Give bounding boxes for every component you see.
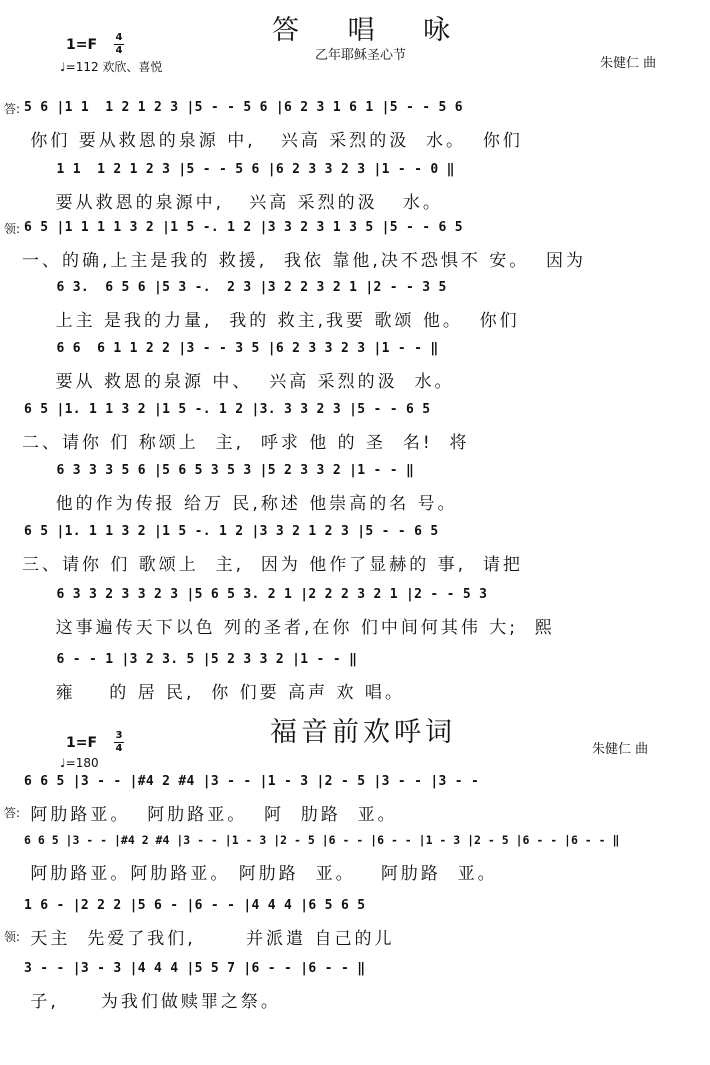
song2-time-denominator: 4 xyxy=(115,743,123,754)
song1-composer: 朱健仁 曲 xyxy=(600,56,657,71)
notation-line: 6 5 |1. 1 1 3 2 |1 5 -. 1 2 |3. 3 3 2 3 |5 - - 6 5 xyxy=(24,402,431,417)
lyrics-line: 阿肋路亚。 阿肋路亚。 阿 肋路 亚。 xyxy=(22,805,398,825)
song1-subtitle: 乙年耶稣圣心节 xyxy=(315,48,407,63)
notation-line: 6 6 5 |3 - - |#4 2 #4 |3 - - |1 - 3 |2 - 5 |6 - - |6 - - |1 - 3 |2 - 5 |6 - - |6 - - ‖ xyxy=(24,833,620,847)
lyrics-line: 要从救恩的泉源中, 兴高 采烈的汲 水。 xyxy=(22,193,443,213)
song1-title: 答 唱 咏 xyxy=(272,15,471,46)
lyrics-line: 子, 为我们做赎罪之祭。 xyxy=(22,992,281,1012)
notation-line: 6 3. 6 5 6 |5 3 -. 2 3 |3 2 2 3 2 1 |2 - - 3 5 xyxy=(24,280,447,295)
song2-tempo: ♩=180 xyxy=(60,756,99,770)
notation-line: 1 1 1 2 1 2 3 |5 - - 5 6 |6 2 3 3 2 3 |1 - - 0 ‖ xyxy=(24,162,455,177)
notation-line: 1 6 - |2 2 2 |5 6 - |6 - - |4 4 4 |6 5 6 5 xyxy=(24,898,366,913)
song2-key-signature: 1=F xyxy=(66,735,98,751)
song2-title: 福音前欢呼词 xyxy=(270,717,456,748)
lyrics-line: 你们 要从救恩的泉源 中, 兴高 采烈的汲 水。 你们 xyxy=(22,131,523,151)
lyrics-line: 阿肋路亚。阿肋路亚。 阿肋路 亚。 阿肋路 亚。 xyxy=(22,864,498,884)
role-label-cantor: 领: xyxy=(4,222,21,236)
notation-line: 5 6 |1 1 1 2 1 2 3 |5 - - 5 6 |6 2 3 1 6 1 |5 - - 5 6 xyxy=(24,100,463,115)
notation-line: 6 5 |1 1 1 1 3 2 |1 5 -. 1 2 |3 3 2 3 1 3 5 |5 - - 6 5 xyxy=(24,220,463,235)
lyrics-line: 雍 的 居 民, 你 们要 高声 欢 唱。 xyxy=(22,683,405,703)
notation-line: 6 5 |1. 1 1 3 2 |1 5 -. 1 2 |3 3 2 1 2 3 |5 - - 6 5 xyxy=(24,524,439,539)
notation-line: 6 3 3 3 5 6 |5 6 5 3 5 3 |5 2 3 3 2 |1 - - ‖ xyxy=(24,463,415,478)
role-label-choir: 答: xyxy=(4,806,21,820)
lyrics-line: 一、的确,上主是我的 救援, 我依 靠他,决不恐惧不 安。 因为 xyxy=(22,251,587,271)
role-label-choir: 答: xyxy=(4,102,21,116)
role-label-cantor: 领: xyxy=(4,930,21,944)
lyrics-line: 他的作为传报 给万 民,称述 他崇高的名 号。 xyxy=(22,494,458,514)
lyrics-line: 要从 救恩的泉源 中、 兴高 采烈的汲 水。 xyxy=(22,372,455,392)
lyrics-line: 二、请你 们 称颂上 主, 呼求 他 的 圣 名! 将 xyxy=(22,433,470,453)
song1-key-signature: 1=F xyxy=(66,37,98,53)
lyrics-line: 这事遍传天下以色 列的圣者,在你 们中间何其伟 大; 熙 xyxy=(22,618,555,638)
song1-tempo: ♩=112 欢欣、喜悦 xyxy=(60,60,163,74)
notation-line: 6 - - 1 |3 2 3. 5 |5 2 3 3 2 |1 - - ‖ xyxy=(24,652,358,667)
notation-line: 6 6 6 1 1 2 2 |3 - - 3 5 |6 2 3 3 2 3 |1 - - ‖ xyxy=(24,341,439,356)
song1-time-denominator: 4 xyxy=(115,45,123,56)
song1-time-numerator: 4 xyxy=(115,32,123,43)
lyrics-line: 上主 是我的力量, 我的 救主,我要 歌颂 他。 你们 xyxy=(22,311,520,331)
notation-line: 6 3 3 2 3 3 2 3 |5 6 5 3. 2 1 |2 2 2 3 2 1 |2 - - 5 3 xyxy=(24,587,488,602)
notation-line: 3 - - |3 - 3 |4 4 4 |5 5 7 |6 - - |6 - - ‖ xyxy=(24,961,366,976)
song2-composer: 朱健仁 曲 xyxy=(592,742,649,757)
song2-time-numerator: 3 xyxy=(115,730,123,741)
notation-line: 6 6 5 |3 - - |#4 2 #4 |3 - - |1 - 3 |2 - 5 |3 - - |3 - - xyxy=(24,774,480,789)
lyrics-line: 三、请你 们 歌颂上 主, 因为 他作了显赫的 事, 请把 xyxy=(22,555,523,575)
lyrics-line: 天主 先爱了我们, 并派遣 自己的儿 xyxy=(22,929,395,949)
